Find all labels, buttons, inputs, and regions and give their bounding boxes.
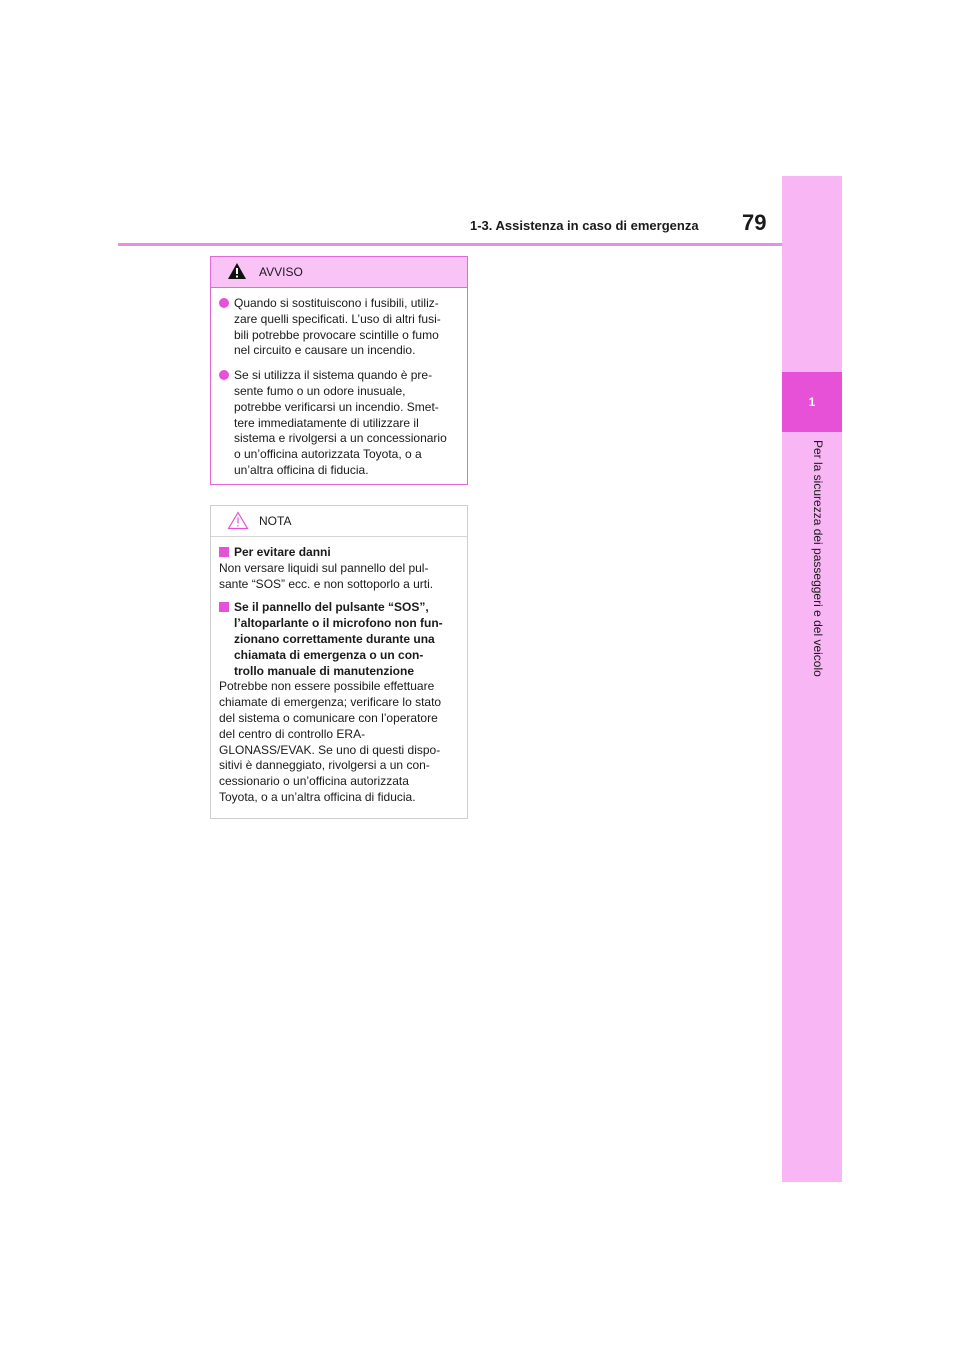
warning-item (219, 296, 459, 359)
warning-icon (227, 262, 247, 285)
square-bullet-icon (219, 547, 229, 557)
bullet-icon (219, 298, 229, 308)
warning-header (211, 257, 467, 288)
note-body (211, 537, 467, 820)
caution-outline-icon (227, 511, 249, 535)
note-title: NOTA (259, 514, 292, 528)
note-text: Potrebbe non essere possibile effettuare chiamate di emergenza; verificare lo stato del sistema o comunicare con l’operatore del centro di controllo ERA- GLONASS/EVAK. Se uno di questi dispo- sitivi è danneggiato, rivolgersi a un con- cessionario o un’officina autorizzata Toyota, o a un’altra officina di fiducia. (219, 679, 442, 804)
note-heading-text: Se il pannello del pulsante “SOS”, l’altoparlante o il microfono non fun- zionano correttamente durante una chiamata di emergenza o un con- trollo manuale di manutenzione (234, 600, 443, 678)
warning-item-text: Quando si sostituiscono i fusibili, utiliz- zare quelli specificati. L’uso di altri fusi- bili potrebbe provocare scintille o fumo nel circuito e causare un incendio. (234, 296, 441, 358)
warning-body (211, 288, 467, 494)
note-heading (219, 600, 459, 679)
chapter-title: Per la sicurezza dei passeggeri e del veicolo (811, 440, 825, 677)
warning-item (219, 368, 459, 479)
note-box (210, 505, 468, 819)
note-heading-text: Per evitare danni (234, 545, 331, 559)
bullet-icon (219, 370, 229, 380)
note-heading (219, 545, 459, 561)
note-text: Non versare liquidi sul pannello del pul- sante “SOS” ecc. e non sottoporlo a urti. (219, 560, 434, 591)
note-header (211, 506, 467, 537)
section-title: 1-3. Assistenza in caso di emergenza (470, 218, 699, 233)
page-number: 79 (742, 210, 767, 235)
warning-item-text: Se si utilizza il sistema quando è pre- sente fumo o un odore inusuale, potrebbe verificarsi un incendio. Smet- tere immediatamente di utilizzare il sistema e rivolgersi a un concessionario o un’officina autorizzata Toyota, o a un’altra officina di fiducia. (234, 368, 447, 477)
square-bullet-icon (219, 602, 229, 612)
warning-title: AVVISO (259, 265, 303, 279)
chapter-number: 1 (782, 372, 842, 432)
warning-box (210, 256, 468, 485)
header-divider (118, 243, 782, 246)
